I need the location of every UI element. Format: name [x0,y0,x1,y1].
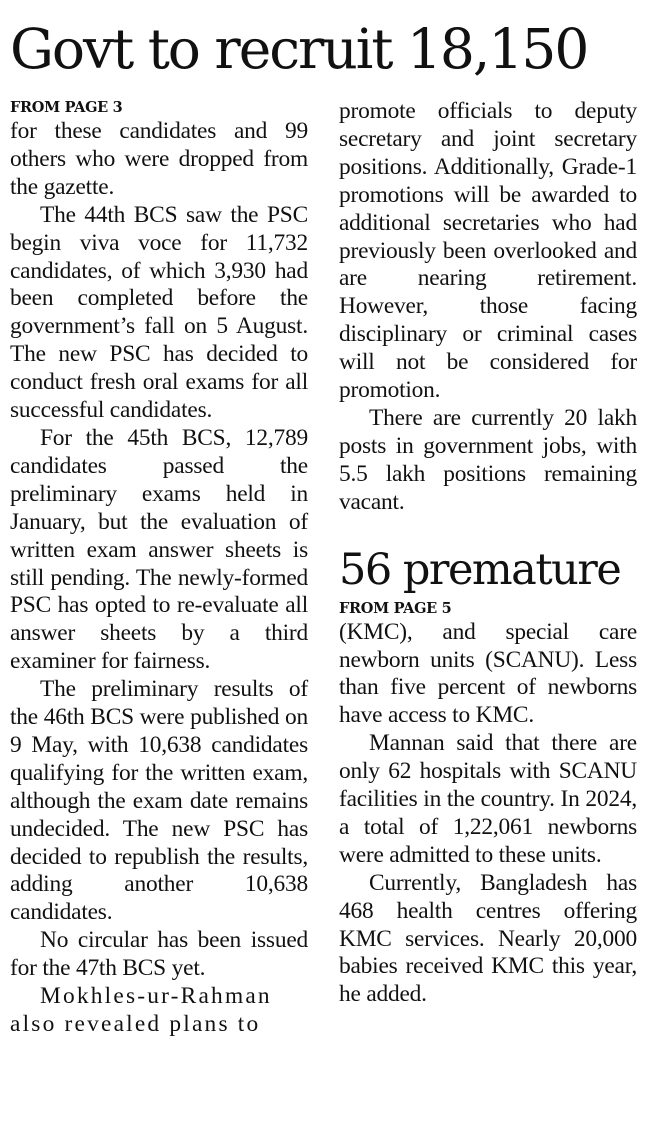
jump-line: FROM PAGE 3 [10,99,123,116]
paragraph: for these candidates and 99 others who were dropped from the gazette. [10,118,308,200]
paragraph-continuation: promote officials to deputy secretary and joint secretary positions. Additionally, Grade-1 promotions will be awarded to additional secretaries who had previously been overlooked and are nearing retirement. However, those facing disciplinary or criminal cases will not be considered for promotion. [339,98,637,404]
right-column [339,98,637,1009]
paragraph: The 44th BCS saw the PSC begin viva voce for 11,732 candidates, of which 3,930 had been completed before the government’s fall on 5 August. The new PSC has decided to conduct fresh oral exams for all successful candidates. [10,201,308,424]
paragraph: Mannan said that there are only 62 hospitals with SCANU facilities in the country. In 2024, a total of 1,22,061 newborns were admitted to these units. [339,730,637,868]
paragraph: (KMC), and special care newborn units (SCANU). Less than five percent of newborns have access to KMC. [339,618,637,729]
paragraph: No circular has been issued for the 47th BCS yet. [10,927,308,982]
paragraph: Currently, Bangladesh has 468 health centres offering KMC services. Nearly 20,000 babies received KMC this year, he added. [339,869,637,1008]
jump-line: FROM PAGE 5 [339,599,452,617]
paragraph: The preliminary results of the 46th BCS were published on 9 May, with 10,638 candidates qualifying for the written exam, although the exam date remains undecided. The new PSC has decided to republish the results, adding another 10,638 candidates. [10,676,308,926]
story-headline: Govt to recruit 18,150 [10,17,588,81]
paragraph-continued: Mokhles-ur-Rahman also revealed plans to [10,983,272,1037]
second-story-headline: 56 premature [339,544,621,595]
paragraph: For the 45th BCS, 12,789 candidates passed the preliminary exams held in January, but the evaluation of written exam answer sheets is still pending. The newly-formed PSC has opted to re-evaluate all answer sheets by a third examiner for fairness. [10,424,308,675]
paragraph: There are currently 20 lakh posts in government jobs, with 5.5 lakh positions remaining vacant. [339,404,637,515]
left-column [10,98,308,1039]
